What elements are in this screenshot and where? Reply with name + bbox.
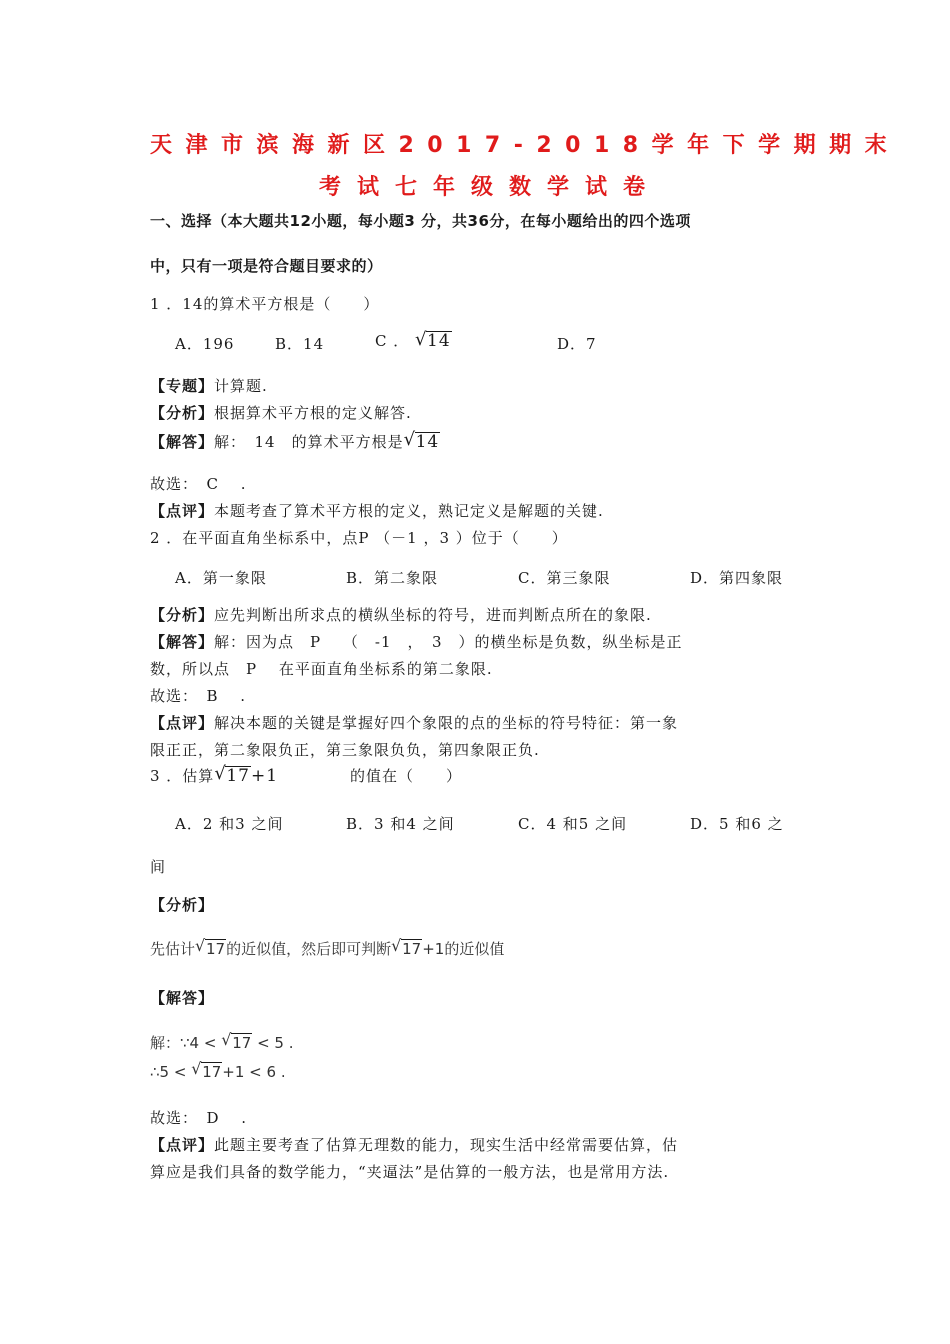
q3-comment: 【点评】此题主要考查了估算无理数的能力，现实生活中经常需要估算，估 [150,1136,679,1154]
q2-option-a: A．第一象限 [175,569,267,587]
sqrt-14-answer: √ 14 [403,429,440,452]
q3-option-c: C．4 和5 之间 [518,815,628,833]
q2-option-d: D．第四象限 [690,569,784,587]
q3-option-a: A．2 和3 之间 [175,815,284,833]
q3-solution-label: 【解答】 [150,989,215,1007]
exam-title-line-1: 天津市滨海新区2017-2018学年下学期期末 [150,133,901,158]
q3-choice: 故选： D . [150,1109,248,1127]
q2-solution: 【解答】解：因为点 P （ -1 ， 3 ）的横坐标是负数，纵坐标是正 [150,633,683,651]
q3-option-b: B．3 和4 之间 [346,815,455,833]
q2-option-c: C．第三象限 [518,569,611,587]
q3-analysis-label: 【分析】 [150,896,215,914]
q2-analysis: 【分析】应先判断出所求点的横纵坐标的符号，进而判断点所在的象限. [150,606,652,624]
q3-option-d: D．5 和6 之 [690,815,784,833]
sqrt-17: √ 17 [221,1030,252,1052]
section-heading-cont: 中，只有一项是符合题目要求的） [150,257,383,275]
q1-option-d: D．7 [557,335,597,353]
q1-choice: 故选： C . [150,475,247,493]
q2-solution-cont: 数，所以点 P 在平面直角坐标系的第二象限. [150,660,493,678]
q2-comment: 【点评】解决本题的关键是掌握好四个象限的点的坐标的符号特征：第一象 [150,714,679,732]
q3-solution-line-1: 解：∵4 < √ 17 < 5 . [150,1030,294,1052]
sqrt-17: √ 17 [191,1059,222,1081]
radical-sign-icon: √ [221,1030,232,1049]
q1-comment: 【点评】本题考查了算术平方根的定义，熟记定义是解题的关键. [150,502,604,520]
q1-option-a: A．196 [175,335,235,353]
q2-choice: 故选： B . [150,687,247,705]
radicand: 14 [427,331,451,351]
radical-sign-icon: √ [195,936,206,955]
sqrt-14 [415,331,452,351]
q2-option-b: B．第二象限 [346,569,439,587]
section-heading: 一、选择（本大题共12小题，每小题3 分，共36分，在每小题给出的四个选项 [150,212,691,230]
q3-solution-line-2: ∴5 < √ 17+1 < 6 . [150,1059,286,1081]
question-3-stem: 3 ．估算 √ 17+1 的值在（ ） [150,763,463,786]
q1-option-c [375,330,452,351]
exam-title-line-2: 考试七年级数学试卷 [318,175,661,200]
question-2-stem: 2 ．在平面直角坐标系中，点P （－1 ，3 ）位于（ ） [150,529,568,547]
radical-sign-icon: √ [214,763,227,784]
radical-sign-icon: √ [415,329,428,350]
q1-option-c-label: C ． [375,332,410,350]
radical-sign-icon: √ [403,429,417,450]
radical-sign-icon: √ [391,936,402,955]
q3-comment-cont: 算应是我们具备的数学能力，“夹逼法”是估算的一般方法，也是常用方法. [150,1163,670,1181]
q1-topic: 【专题】计算题. [150,377,268,395]
sqrt-17-plus-1: √ 17+1 [214,763,279,786]
q3-option-d-cont: 间 [150,858,167,876]
sqrt-17: √ 17 [195,936,226,958]
q1-option-b: B．14 [275,335,325,353]
q1-solution: 【解答】解： 14 的算术平方根是 √ 14 [150,429,440,452]
radical-sign-icon: √ [191,1059,202,1078]
question-1-stem: 1 ．14的算术平方根是（ ） [150,295,380,313]
q3-analysis-text: 先估计 √ 17的近似值，然后即可判断 √ 17+1的近似值 [150,936,505,958]
sqrt-17: √ 17 [391,936,422,958]
q2-comment-cont: 限正正，第二象限负正，第三象限负负，第四象限正负. [150,741,540,759]
q1-analysis: 【分析】根据算术平方根的定义解答. [150,404,412,422]
